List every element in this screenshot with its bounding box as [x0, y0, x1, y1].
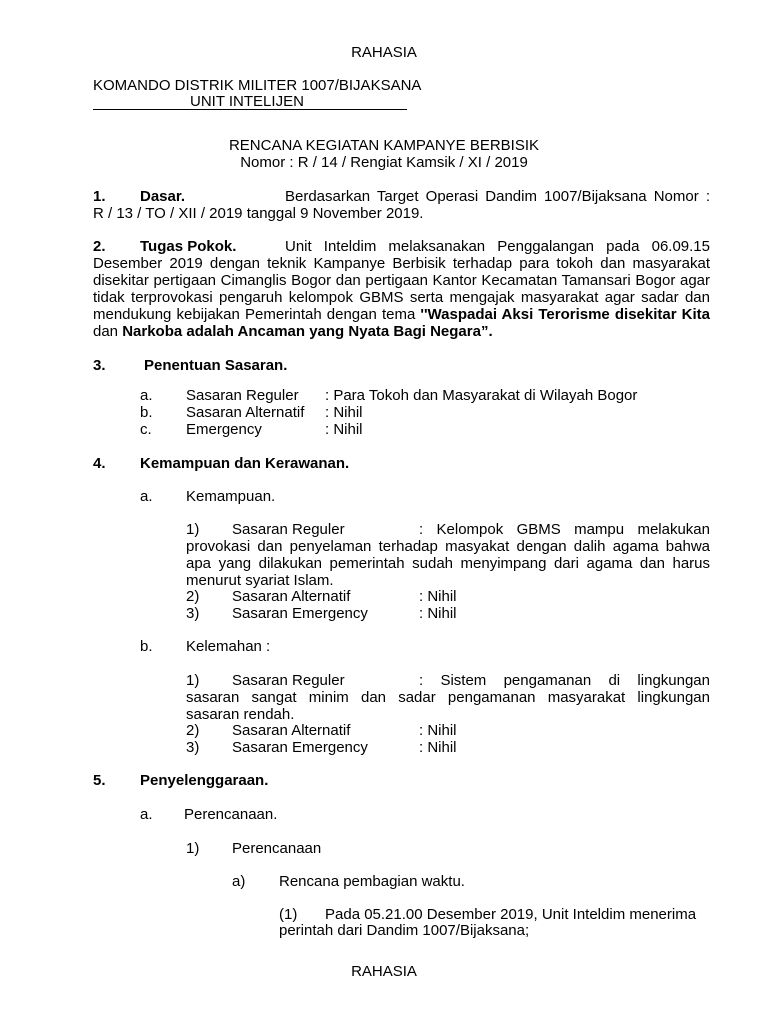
- section-2-heading: Tugas Pokok.: [140, 238, 237, 255]
- capability-item-2-value: : Nihil: [419, 588, 457, 605]
- section-1-text-b: R / 13 / TO / XII / 2019 tanggal 9 November 2019.: [93, 205, 424, 222]
- weakness-item-1-number: 1): [186, 672, 200, 689]
- target-value-emergency: : Nihil: [325, 421, 363, 438]
- weakness-item-2-value: : Nihil: [419, 722, 457, 739]
- section-5-heading: Penyelenggaraan.: [140, 772, 269, 789]
- capability-item-2-number: 2): [186, 588, 200, 605]
- target-value-alternatif: : Nihil: [325, 404, 363, 421]
- schedule-item-1-text: Pada 05.21.00 Desember 2019, Unit Inteldim menerima: [325, 906, 697, 923]
- planning-sub-label: Perencanaan: [232, 840, 322, 857]
- unit-header-line2: UNIT INTELIJEN: [190, 93, 304, 110]
- weakness-item-1-first: : Sistem pengamanan di lingkungan: [419, 672, 710, 689]
- section-1-heading: Dasar.: [140, 188, 186, 205]
- section-2-text-body: Desember 2019 dengan teknik Kampanye Berbisik terhadap para tokoh dan masyarakat disekitar pertigaan Cimanglis Bogor dan pertigaan Kantor Kecamatan Tamansari Bogor agar tidak terprovokasi pengaruh kelompok GBMS serta mengajak masyarakat agar sadar dan mendukung kebijakan Pemerintah dengan tema ''Waspadai Aksi Terorisme disekitar Kita dan Narkoba adalah Ancaman yang Nyata Bagi Negara”.: [93, 255, 710, 340]
- capability-item-3-value: : Nihil: [419, 605, 457, 622]
- weakness-item-2-label: Sasaran Alternatif: [232, 722, 351, 739]
- schedule-letter: a): [232, 873, 246, 890]
- capability-item-1-number: 1): [186, 521, 200, 538]
- planning-label: Perencanaan.: [184, 806, 278, 823]
- header-underline: [93, 109, 407, 110]
- target-letter-c: c.: [140, 421, 152, 438]
- capability-item-2-label: Sasaran Alternatif: [232, 588, 351, 605]
- section-2-text-first: Unit Inteldim melaksanakan Penggalangan pada 06.09.15: [285, 238, 710, 255]
- weakness-item-1-label: Sasaran Reguler: [232, 672, 345, 689]
- target-value-reguler: : Para Tokoh dan Masyarakat di Wilayah Bogor: [325, 387, 638, 404]
- planning-letter: a.: [140, 806, 153, 823]
- capability-label: Kemampuan.: [186, 488, 276, 505]
- schedule-item-1-text-continued: perintah dari Dandim 1007/Bijaksana;: [279, 922, 530, 939]
- schedule-item-1-number: (1): [279, 906, 298, 923]
- weakness-item-3-value: : Nihil: [419, 739, 457, 756]
- weakness-item-2-number: 2): [186, 722, 200, 739]
- section-1-text-a: Berdasarkan Target Operasi Dandim 1007/Bijaksana Nomor :: [285, 188, 710, 205]
- section-4-heading: Kemampuan dan Kerawanan.: [140, 455, 350, 472]
- capability-item-1-label: Sasaran Reguler: [232, 521, 345, 538]
- schedule-label: Rencana pembagian waktu.: [279, 873, 465, 890]
- planning-sub-number: 1): [186, 840, 200, 857]
- classification-top: RAHASIA: [351, 44, 417, 61]
- capability-letter: a.: [140, 488, 153, 505]
- weakness-item-3-label: Sasaran Emergency: [232, 739, 368, 756]
- target-label-reguler: Sasaran Reguler: [186, 387, 299, 404]
- unit-header-line1: KOMANDO DISTRIK MILITER 1007/BIJAKSANA: [93, 77, 422, 94]
- capability-item-3-number: 3): [186, 605, 200, 622]
- section-3-number: 3.: [93, 357, 106, 374]
- weakness-item-1-rest: sasaran sangat minim dan sadar pengamanan masyarakat lingkungan sasaran rendah.: [186, 689, 710, 723]
- document-number: Nomor : R / 14 / Rengiat Kamsik / XI / 2019: [240, 154, 528, 171]
- section-4-number: 4.: [93, 455, 106, 472]
- capability-item-1-first: : Kelompok GBMS mampu melakukan: [419, 521, 710, 538]
- weakness-item-3-number: 3): [186, 739, 200, 756]
- section-2-number: 2.: [93, 238, 106, 255]
- weakness-letter: b.: [140, 638, 153, 655]
- capability-item-3-label: Sasaran Emergency: [232, 605, 368, 622]
- document-title: RENCANA KEGIATAN KAMPANYE BERBISIK: [228, 137, 540, 154]
- classification-bottom: RAHASIA: [351, 963, 417, 980]
- section-5-number: 5.: [93, 772, 106, 789]
- target-letter-b: b.: [140, 404, 153, 421]
- weakness-label: Kelemahan :: [186, 638, 271, 655]
- target-label-emergency: Emergency: [186, 421, 262, 438]
- section-3-heading: Penentuan Sasaran.: [144, 357, 288, 374]
- section-1-number: 1.: [93, 188, 106, 205]
- capability-item-1-rest: provokasi dan penyelaman terhadap masyakat dengan dalih agama bahwa apa yang dilakukan pemerintah sudah menyimpang dari agama dan harus menurut syariat Islam.: [186, 538, 710, 589]
- target-letter-a: a.: [140, 387, 153, 404]
- target-label-alternatif: Sasaran Alternatif: [186, 404, 305, 421]
